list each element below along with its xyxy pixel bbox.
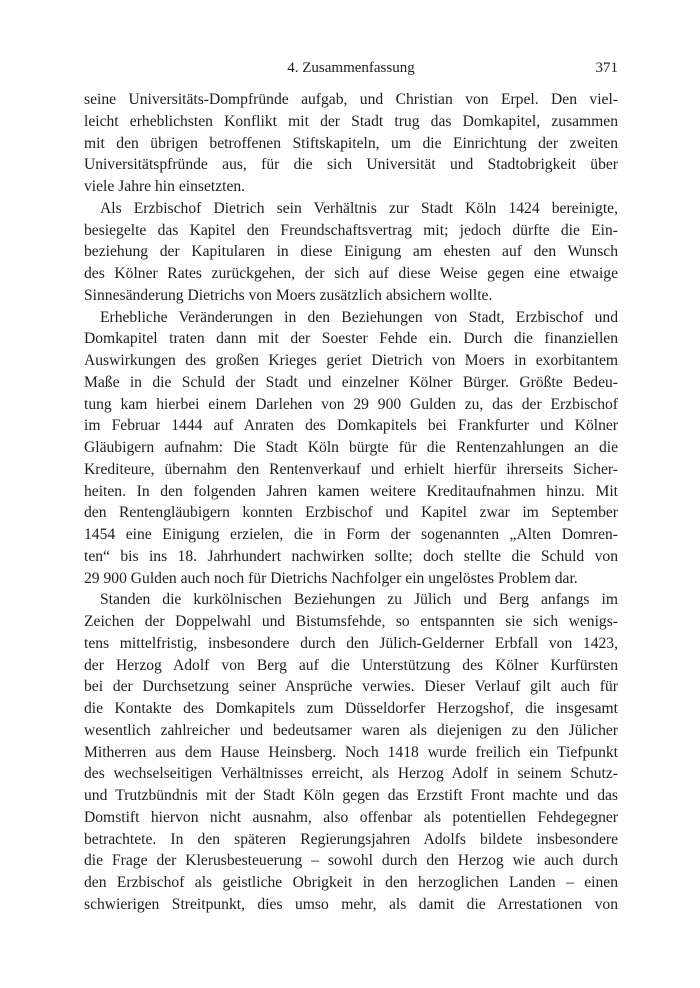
- text-line: betrachtete. In den späteren Regierungsjahren Adolfs bildete insbesondere: [84, 830, 618, 848]
- text-line: bei der Durchsetzung seiner Ansprüche verwies. Dieser Verlauf gilt auch für: [84, 678, 618, 696]
- text-line: die Kontakte des Domkapitels zum Düsseldorfer Herzogshof, die insgesamt: [84, 700, 618, 717]
- text-line: im Februar 1444 auf Anraten des Domkapitels bei Frankfurter und Kölner: [84, 417, 618, 435]
- text-line: Erhebliche Veränderungen in den Beziehungen von Stadt, Erzbischof und: [100, 308, 618, 326]
- text-line: tung kam hierbei einem Darlehen von 29 900 Gulden zu, das der Erzbischof: [84, 395, 618, 413]
- text-line: Domstift hiervon nicht ausnahm, also offenbar als potentiellen Fehdegegner: [84, 808, 618, 826]
- text-line: des Kölner Rates zurückgehen, der sich auf diese Weise gegen eine etwaige: [84, 265, 618, 282]
- text-line: heiten. In den folgenden Jahren kamen weitere Kreditaufnahmen hinzu. Mit: [84, 482, 618, 500]
- text-line: schwierigen Streitpunkt, dies umso mehr, als damit die Arrestationen von: [84, 895, 618, 913]
- text-line: Standen die kurkölnischen Beziehungen zu Jülich und Berg anfangs im: [100, 591, 618, 609]
- text-line: den Rentengläubigern konnten Erzbischof und Kapitel zwar im September: [84, 504, 618, 522]
- running-title: 4. Zusammenfassung: [287, 60, 415, 76]
- text-line: viele Jahre hin einsetzten.: [84, 178, 246, 195]
- text-line: seine Universitäts-Dompfründe aufgab, und Christian von Erpel. Den viel-: [84, 91, 618, 108]
- text-line: Maße in die Schuld der Stadt und einzelner Kölner Bürger. Größte Bedeu-: [84, 373, 618, 391]
- text-line: 1454 eine Einigung erzielen, die in Form der sogenannten „Alten Domren-: [84, 526, 618, 543]
- text-line: Zeichen der Doppelwahl und Bistumsfehde, so entspannten sie sich wenigs-: [84, 613, 618, 630]
- text-line: Als Erzbischof Dietrich sein Verhältnis zur Stadt Köln 1424 bereinigte,: [100, 199, 618, 217]
- text-line: den Erzbischof als geistliche Obrigkeit in den herzoglichen Landen – einen: [84, 874, 618, 891]
- text-line: und Trutzbündnis mit der Stadt Köln gegen das Erzstift Front machte und das: [84, 787, 618, 804]
- running-head: [84, 58, 618, 78]
- text-line: des wechselseitigen Verhältnisses erreicht, als Herzog Adolf in seinem Schutz-: [84, 765, 618, 783]
- text-line: ten“ bis ins 18. Jahrhundert nachwirken sollte; doch stellte die Schuld von: [84, 547, 618, 565]
- text-line: Gläubigern aufnahm: Die Stadt Köln bürgte für die Rentenzahlungen an die: [84, 439, 618, 456]
- text-line: wesentlich zahlreicher und bedeutsamer waren als diejenigen zu den Jülicher: [84, 721, 618, 739]
- text-line: Domkapitel traten dann mit der Soester Fehde ein. Durch die finanziellen: [84, 330, 618, 348]
- text-line: leicht erheblichsten Konflikt mit der Stadt trug das Domkapitel, zusammen: [84, 112, 618, 130]
- text-line: mit den übrigen betroffenen Stiftskapiteln, um die Einrichtung der zweiten: [84, 134, 618, 152]
- text-line: beziehung der Kapitularen in diese Einigung am ehesten auf den Wunsch: [84, 243, 618, 261]
- page-number: 371: [595, 60, 618, 76]
- text-line: besiegelte das Kapitel den Freundschaftsvertrag mit; jedoch dürfte die Ein-: [84, 221, 618, 239]
- text-line: Krediteure, übernahm den Rentenverkauf und erhielt hierfür ihrerseits Sicher-: [84, 460, 618, 478]
- text-line: Universitätspfründe aus, für die sich Universität und Stadtobrigkeit über: [84, 156, 618, 174]
- body-text: [84, 89, 618, 916]
- text-line: die Frage der Klerusbesteuerung – sowohl durch den Herzog wie auch durch: [84, 852, 618, 870]
- text-line: Sinnesänderung Dietrichs von Moers zusätzlich absichern wollte.: [84, 286, 493, 304]
- text-line: Auswirkungen des großen Krieges geriet Dietrich von Moers in exorbitantem: [84, 352, 618, 369]
- text-line: 29 900 Gulden auch noch für Dietrichs Nachfolger ein ungelöstes Problem dar.: [84, 569, 578, 587]
- text-line: der Herzog Adolf von Berg auf die Unterstützung des Kölner Kurfürsten: [84, 656, 618, 674]
- text-line: Mitherren aus dem Hause Heinsberg. Noch 1418 wurde freilich ein Tiefpunkt: [84, 743, 618, 761]
- text-line: tens mittelfristig, insbesondere durch den Jülich-Gelderner Erbfall von 1423,: [84, 634, 618, 652]
